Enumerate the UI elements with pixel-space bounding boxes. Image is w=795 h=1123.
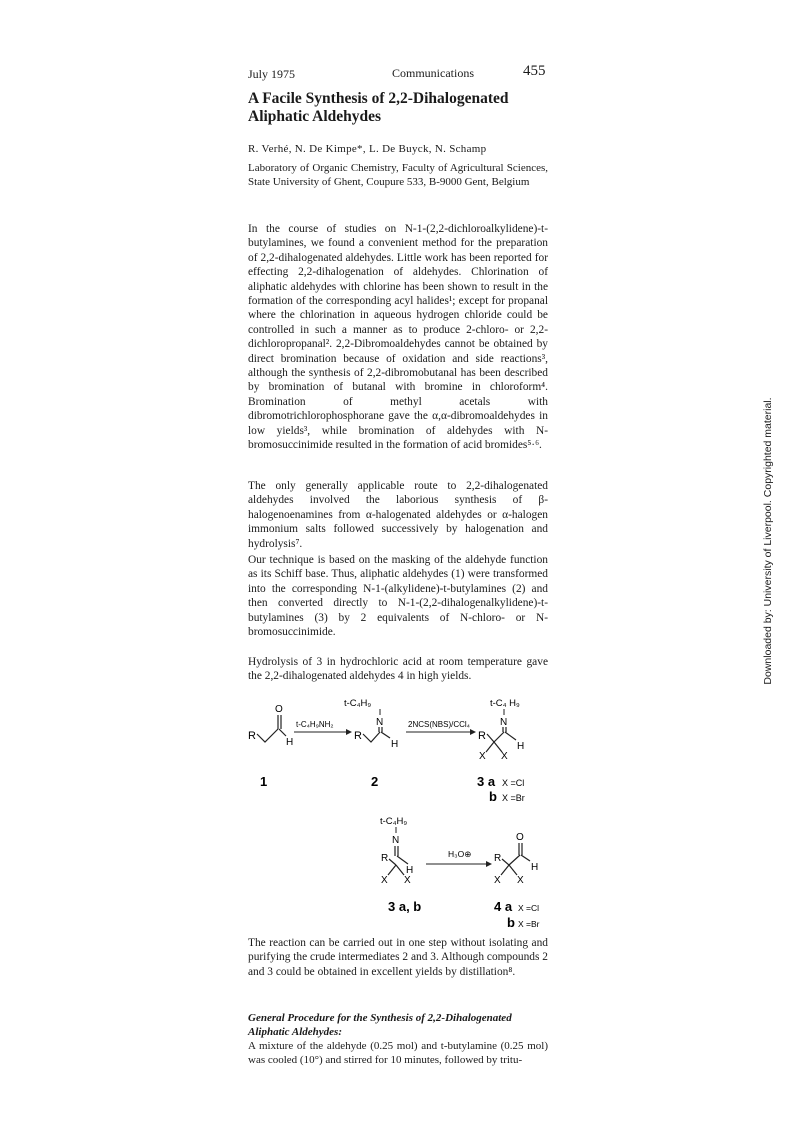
compound-label-4b-x: X =Br [518,919,540,929]
compound-label-4a-x: X =Cl [518,903,540,913]
bond-r-c [389,859,396,865]
r-atom: R [478,730,486,742]
author-list: R. Verhé, N. De Kimpe*, L. De Buyck, N. Schamp [248,143,487,155]
article-title: A Facile Synthesis of 2,2-Dihalogenated Aliphatic Aldehydes [248,90,509,125]
halogen-atom: X [494,875,501,886]
download-notice [748,385,772,705]
bond-cx-3 [501,865,509,875]
bond-r-c-3 [487,734,494,742]
nitrogen-atom: N [500,717,508,728]
bond-cx-2 [396,865,404,875]
affiliation: Laboratory of Organic Chemistry, Faculty of Agricultural Sciences, State University of Ghent, Coupure 533, B-9000 Gent, Belgium [248,162,548,188]
oxygen-atom: O [275,704,283,715]
halogen-atom: X [404,875,411,886]
bond-chain-2 [363,732,380,742]
hydrogen-atom: H [517,741,525,752]
bond-cx-1 [486,742,494,752]
reagent-label-2: 2NCS(NBS)/CCl₄ [408,720,470,729]
compound-label-1: 1 [260,774,268,789]
bond-ch [397,856,408,864]
compound-label-2: 2 [371,774,379,789]
compound-label-3b: b [489,789,497,804]
download-notice-text: Downloaded by: University of Liverpool. Copyrighted material. [762,397,774,685]
r-atom: R [494,853,502,864]
procedure-text: A mixture of the aldehyde (0.25 mol) and t-butylamine (0.25 mol) was cooled (10°) and stirred for 10 minutes, followed by tritu- [248,1040,548,1066]
compound-label-4b: b [507,915,515,930]
r-atom: R [248,730,256,742]
bond-ch-2 [381,732,390,738]
bond-ch [279,729,286,736]
reaction-scheme-2 [370,812,570,934]
hydrogen-atom: H [531,862,539,873]
header-section: Communications [392,66,474,80]
body-paragraph-3: Our technique is based on the masking of the aldehyde function as its Schiff base. Thus, aliphatic aldehydes (1) were transformed into the corresponding N-1-(alkylidene)-t-butylamines (2) and then converted directly to N-1-(2,2-dihalogenalkylidene)-t-butylamines (3) by 2 equivalents of N-chloro- or N-bromosuccinimide. [248,554,548,639]
compound-label-3b-x: X =Br [502,793,525,803]
body-paragraph-4: Hydrolysis of 3 in hydrochloric acid at room temperature gave the 2,2-dihalogenated aldehydes 4 in high yields. [248,656,548,683]
bond-cx-4 [509,865,517,875]
reaction-scheme-1 [238,696,568,806]
tbutyl-label-3: t-C₄ H₉ [490,698,520,709]
r-atom: R [354,730,362,742]
header-date: July 1975 [248,67,296,81]
body-paragraph-1: In the course of studies on N-1-(2,2-dichloroalkylidene)-t-butylamines, we found a convenient method for the preparation of 2,2-dihalogenated aldehydes. Little work has been reported for effecting 2,2-dihalogenation of aldehydes. Chlorination of aliphatic aldehydes with chlorine has been shown to result in the formation of the corresponding acyl halides¹; except for propanal where the chlorination in aqueous hydrogen chloride could be controlled in such a manner as to produce 2-chloro- or 2,2-dichloropropanal². 2,2-Dibromoaldehydes cannot be obtained by direct bromination because of oxidation and side reactions³, although the synthesis of 2,2-dibromobutanal has been described by bromination of butanal with bromine in chloroform⁴. Bromination of methyl acetals with dibromotrichlorophosphorane gave the α,α-dibromoaldehydes in low yields³, while bromination of aldehydes with N-bromosuccinimide resulted in the formation of acid bromides⁵·⁶. [248,223,548,452]
halogen-atom: X [381,875,388,886]
oxygen-atom: O [516,832,524,843]
bond-c-c-3 [494,732,504,742]
bond-cx-1 [388,865,396,875]
body-paragraph-5: The reaction can be carried out in one step without isolating and purifying the crude intermediates 2 and 3. Although compounds 2 and 3 could be obtained in excellent yields by distillation⁸. [248,937,548,978]
bond-c-c-4 [509,855,520,865]
page-number: 455 [523,63,546,79]
arrow-head-1 [346,729,352,735]
nitrogen-atom: N [392,835,400,846]
bond-r-c-4 [502,859,509,865]
nitrogen-atom: N [376,717,384,728]
hydrogen-atom: H [286,737,294,748]
bond-ch-4 [521,855,530,861]
compound-label-3a-x: X =Cl [502,778,525,788]
halogen-atom: X [501,751,508,762]
compound-label-3a: 3 a [477,774,496,789]
hydrogen-atom: H [391,739,399,750]
bond-chain-1 [257,729,278,742]
halogen-atom: X [479,751,486,762]
tbutyl-label: t-C₄H₉ [380,816,408,827]
r-atom: R [381,853,389,864]
bond-ch-3 [505,732,516,740]
procedure-heading: General Procedure for the Synthesis of 2,2-Dihalogenated Aliphatic Aldehydes: [248,1012,512,1038]
reagent-label-h3o: H₃O⊕ [448,849,472,859]
arrow-head-2 [470,729,476,735]
tbutyl-label-2: t-C₄H₉ [344,698,372,709]
body-paragraph-2: The only generally applicable route to 2,2-dihalogenated aldehydes involved the laborious synthesis of β-halogenoenamines from α-halogenated aldehydes or α-halogen immonium salts followed successively by halogenation and hydrolysis⁷. [248,480,548,550]
compound-label-4a: 4 a [494,899,513,914]
reagent-label-1: t-C₄H₉NH₂ [296,720,334,729]
compound-label-3ab: 3 a, b [388,899,422,914]
halogen-atom: X [517,875,524,886]
arrow-head-3 [486,861,492,867]
hydrogen-atom: H [406,865,414,876]
